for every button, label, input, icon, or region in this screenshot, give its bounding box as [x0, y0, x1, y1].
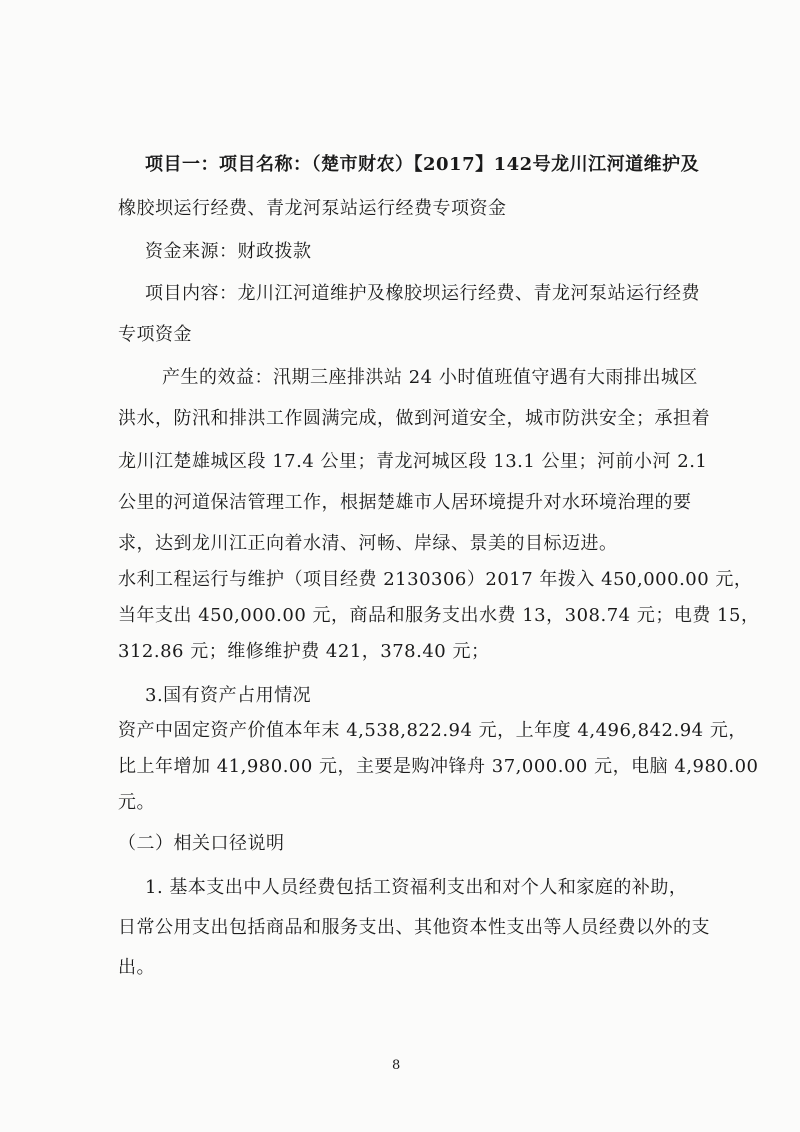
project-heading-continued: 橡胶坝运行经费、青龙河泵站运行经费专项资金	[118, 198, 507, 219]
benefit-paragraph-line: 产生的效益：汛期三座排洪站 24 小时值班值守遇有大雨排出城区	[162, 367, 698, 388]
water-works-line: 水利工程运行与维护（项目经费 2130306）2017 年拨入 450,000.00 元，	[118, 569, 753, 590]
project-content-line: 专项资金	[118, 324, 192, 345]
water-works-line: 312.86 元；维修维护费 421，378.40 元；	[118, 641, 490, 662]
benefit-paragraph-line: 洪水，防汛和排洪工作圆满完成，做到河道安全，城市防洪安全；承担着	[118, 408, 710, 429]
note-line: 出。	[118, 957, 155, 978]
note-line: 日常公用支出包括商品和服务支出、其他资本性支出等人员经费以外的支	[118, 917, 710, 938]
project-heading: 项目一：项目名称：（楚市财农）【2017】142号龙川江河道维护及	[145, 154, 700, 175]
assets-line: 元。	[118, 792, 155, 813]
water-works-line: 当年支出 450,000.00 元，商品和服务支出水费 13，308.74 元；电费 15，	[118, 605, 760, 626]
page-number: 8	[392, 1058, 401, 1073]
note-line: 1. 基本支出中人员经费包括工资福利支出和对个人和家庭的补助，	[145, 877, 688, 898]
assets-heading: 3.国有资产占用情况	[145, 685, 312, 706]
assets-line: 比上年增加 41,980.00 元，主要是购冲锋舟 37,000.00 元，电脑 4,980.00	[118, 756, 759, 777]
project-content-line: 项目内容：龙川江河道维护及橡胶坝运行经费、青龙河泵站运行经费	[145, 283, 700, 304]
benefit-paragraph-line: 求，达到龙川江正向着水清、河畅、岸绿、景美的目标迈进。	[118, 533, 618, 554]
benefit-paragraph-line: 龙川江楚雄城区段 17.4 公里；青龙河城区段 13.1 公里；河前小河 2.1	[118, 451, 708, 472]
assets-line: 资产中固定资产价值本年末 4,538,822.94 元，上年度 4,496,842.94 元，	[118, 720, 747, 741]
fund-source: 资金来源：财政拨款	[145, 241, 312, 262]
section-heading: （二）相关口径说明	[118, 833, 285, 854]
benefit-paragraph-line: 公里的河道保洁管理工作，根据楚雄市人居环境提升对水环境治理的要	[118, 492, 692, 513]
